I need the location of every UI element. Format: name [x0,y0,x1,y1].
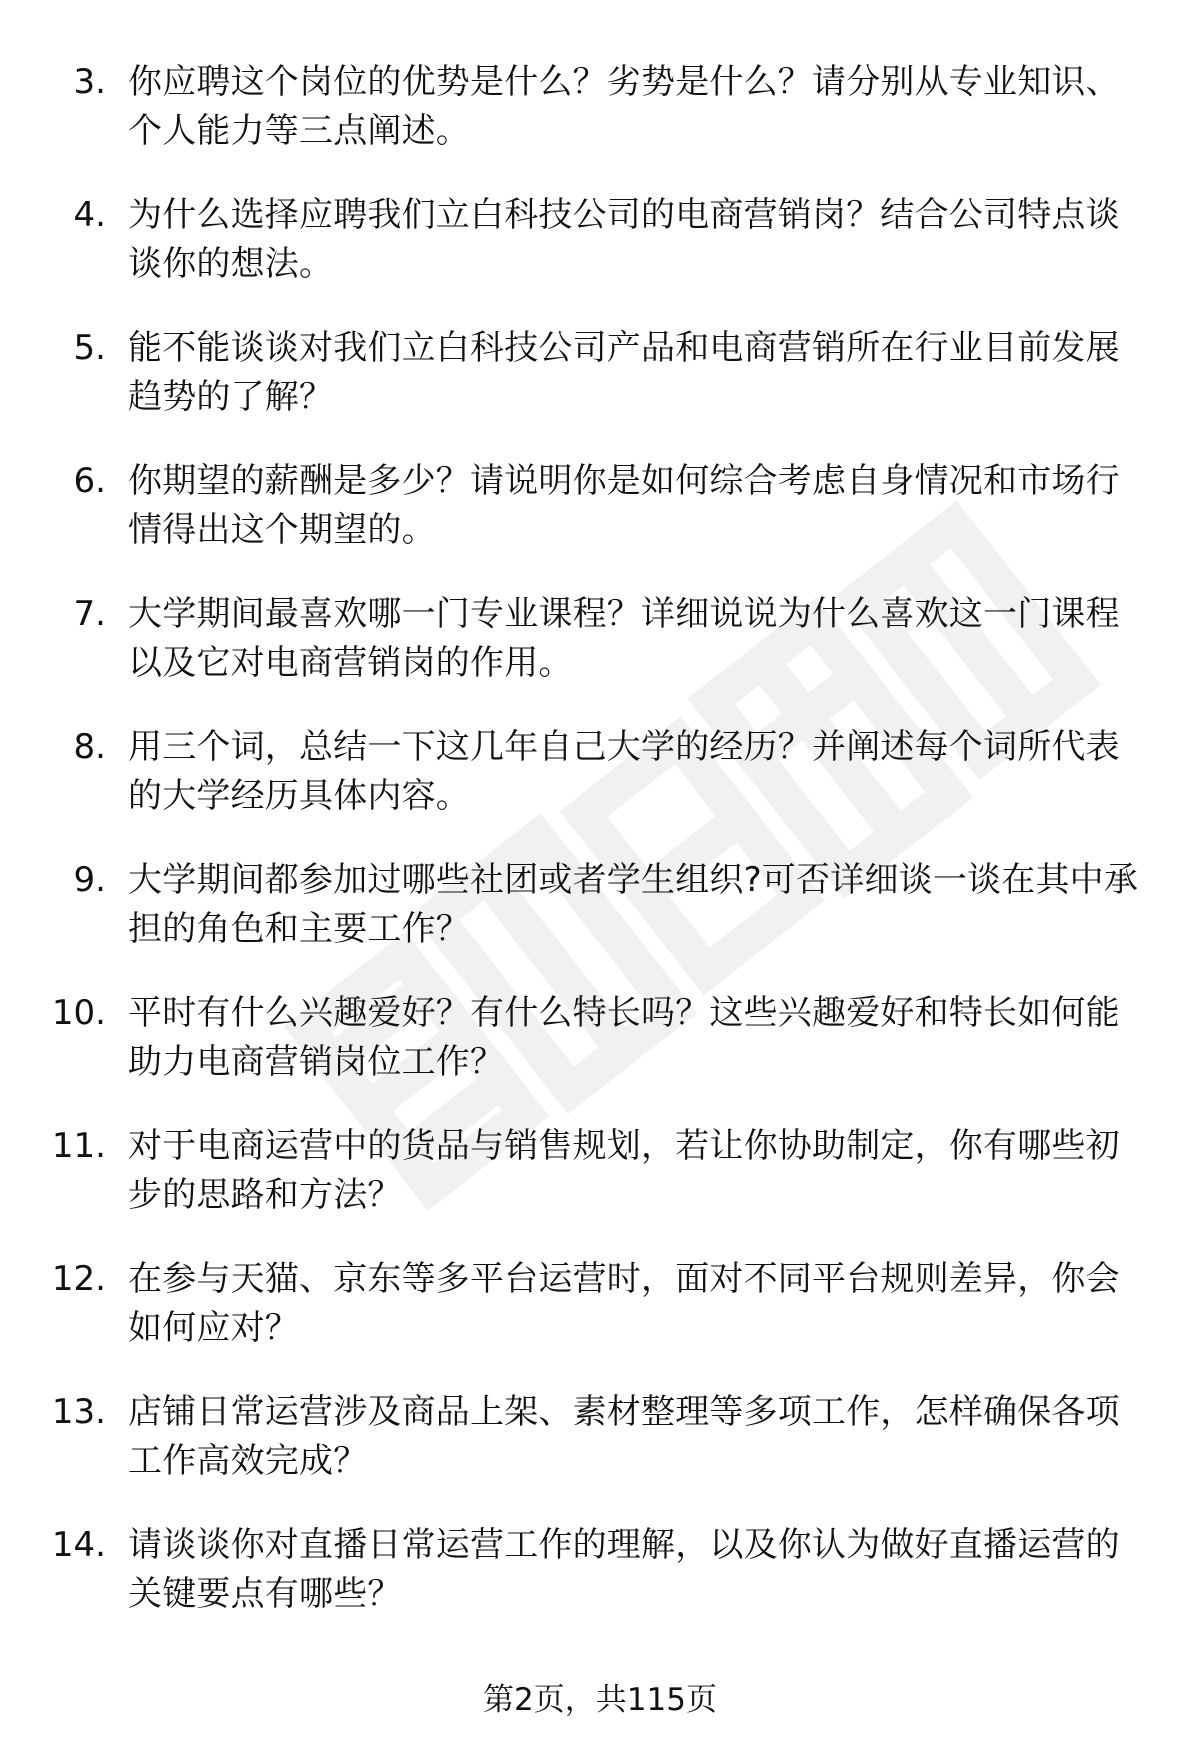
question-number: 13. [51,1392,106,1432]
question-text: 大学期间都参加过哪些社团或者学生组织?可否详细谈一谈在其中承担的角色和主要工作？ [128,860,1139,949]
list-item [0,1122,1200,1255]
list-item [0,1255,1200,1388]
list-item [0,457,1200,590]
question-number: 8. [73,727,106,767]
question-text: 你应聘这个岗位的优势是什么？劣势是什么？请分别从专业知识、个人能力等三点阐述。 [128,62,1120,151]
question-number: 6. [73,461,106,501]
question-number: 7. [73,594,106,634]
question-text: 对于电商运营中的货品与销售规划，若让你协助制定，你有哪些初步的思路和方法？ [128,1126,1120,1215]
question-number: 11. [51,1126,106,1166]
question-number: 10. [51,993,106,1033]
question-number: 9. [73,860,106,900]
list-item [0,58,1200,191]
question-number: 5. [73,328,106,368]
question-text: 大学期间最喜欢哪一门专业课程？详细说说为什么喜欢这一门课程以及它对电商营销岗的作用。 [128,594,1120,683]
list-item [0,856,1200,989]
question-number: 12. [51,1259,106,1299]
question-text: 能不能谈谈对我们立白科技公司产品和电商营销所在行业目前发展趋势的了解？ [128,328,1120,417]
question-list [0,58,1200,1654]
question-text: 店铺日常运营涉及商品上架、素材整理等多项工作，怎样确保各项工作高效完成？ [128,1392,1120,1481]
list-item [0,1388,1200,1521]
question-text: 为什么选择应聘我们立白科技公司的电商营销岗？结合公司特点谈谈你的想法。 [128,195,1120,284]
question-text: 请谈谈你对直播日常运营工作的理解，以及你认为做好直播运营的关键要点有哪些？ [128,1525,1120,1614]
question-text: 在参与天猫、京东等多平台运营时，面对不同平台规则差异，你会如何应对？ [128,1259,1120,1348]
page-number-footer: 第2页，共115页 [483,1682,717,1718]
list-item [0,590,1200,723]
list-item [0,989,1200,1122]
list-item [0,723,1200,856]
question-text: 用三个词，总结一下这几年自己大学的经历？并阐述每个词所代表的大学经历具体内容。 [128,727,1120,816]
question-number: 4. [73,195,106,235]
list-item [0,324,1200,457]
question-text: 平时有什么兴趣爱好？有什么特长吗？这些兴趣爱好和特长如何能助力电商营销岗位工作？ [128,993,1120,1082]
question-number: 14. [51,1525,106,1565]
question-text: 你期望的薪酬是多少？请说明你是如何综合考虑自身情况和市场行情得出这个期望的。 [128,461,1120,550]
list-item [0,191,1200,324]
list-item [0,1521,1200,1654]
question-number: 3. [73,62,106,102]
